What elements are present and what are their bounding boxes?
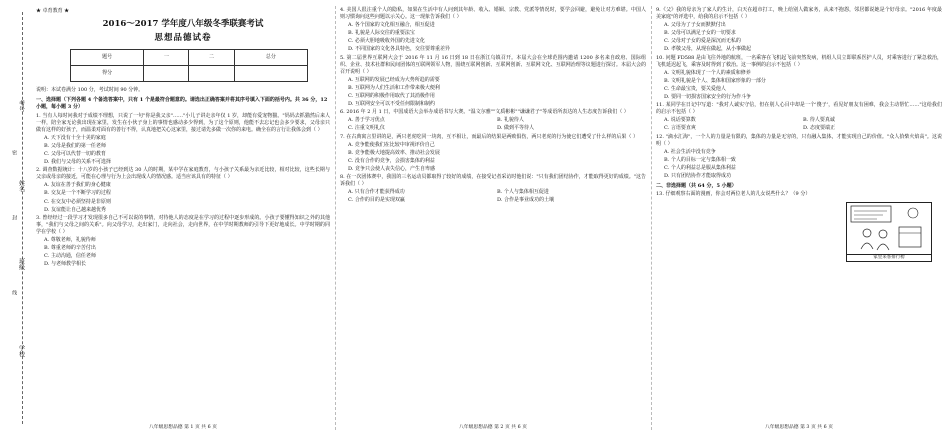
question-block — [36, 215, 330, 269]
binding-sidebar — [0, 0, 30, 436]
option-d: D. 与老师教学相长 — [44, 261, 87, 268]
option-b: B. 互联网为人们生活和工作带来极大便利 — [348, 84, 440, 91]
question-stem: 4. 美国人很注重个人的隐私，如果在生活中有人问到其年龄、收入、婚姻、宗教、党派等情况时，要学会回避，避免让对方难堪。中国人则习惯询问这些问题以示关心。这一现象告诉我们（ ） — [340, 7, 646, 21]
question-block — [36, 113, 330, 167]
option-d: D. 孝敬父母，从现在做起，从小事做起 — [664, 46, 752, 53]
option-a: A. 父母为了子女而默默付出 — [664, 22, 726, 29]
exam-note: 说明：本试卷满分 100 分，考试时间 90 分钟。 — [36, 87, 144, 94]
question-stem: 8. 在一次团体赛中，我国的三名运动员都取得了较好的成绩，在接受记者采访时他们说："只有我们团结协作，才能取得更好的成绩。"这告诉我们（ ） — [340, 173, 646, 188]
page-3 — [656, 0, 942, 436]
brand-label: ★ 卓育教育 ★ — [36, 8, 70, 14]
question-block — [36, 167, 330, 214]
option-d: D. 不同国家的文化各具特色，交往要尊重差异 — [348, 46, 451, 53]
option-c: C. 互联网的积极作用取代了其消极作用 — [348, 93, 435, 100]
option-d: D. 竞争只会使人丧失信心，产生自卑感 — [348, 165, 436, 172]
question-block — [656, 102, 942, 132]
option-b: B. 父母可以满足子女的一切要求 — [664, 30, 736, 37]
option-a: A. 天下没有十全十美的家庭 — [44, 134, 106, 141]
option-b: B. 文明礼貌是个人、集体和国家形象的一部分 — [664, 77, 766, 84]
option-b: B. 个人与集体相互促进 — [497, 189, 549, 196]
seal-char-feng: 封 — [11, 215, 18, 220]
option-d: D. 只有团结协作才能取得成功 — [664, 172, 732, 179]
section-1-title: 一、选择题（下列各题 4 个备选答案中，只有 1 个是最符合题意的。请选出正确答案并将其序号填入下面的括号内。共 36 分，12 小题，每小题 3 分） — [36, 97, 328, 111]
score-row-label: 得分 — [71, 66, 144, 82]
option-a: A. 文明礼貌体现了一个人的素质和修养 — [664, 69, 751, 76]
class-label: 班级 — [17, 258, 25, 270]
option-b: B. 父母是我们的第一任老师 — [44, 142, 106, 149]
option-a: A. 尊敬老师，礼貌待师 — [44, 237, 96, 243]
exam-subtitle: 思想品德试卷 — [154, 33, 212, 44]
page-footer: 八年级思想品德 第 1 页 共 6 页 — [148, 425, 218, 431]
option-c: C. 父母可以代替一切的教育 — [44, 150, 106, 157]
option-c: C. 没有合作的竞争，会损害集体的利益 — [348, 157, 435, 164]
option-d: D. 友谊能让自己越来越优秀 — [44, 206, 107, 213]
exam-title: 2016～2017 学年度八年级冬季联赛考试 — [102, 19, 264, 30]
page-1 — [36, 0, 330, 436]
option-b: B. 个人的目标一定与集体相一致 — [664, 156, 736, 163]
option-a: A. 社会生活中没有竞争 — [664, 148, 716, 155]
question-stem: 11. 某同学在日记中写道："我对人诚实守信，但在别人心目中却是一个'傻子'，看见好朋友有困难，我会主动帮忙……"这给我们的启示不包括（ ） — [656, 102, 942, 116]
option-d: D. 我们与父母的关系不可选择 — [44, 159, 112, 166]
option-c: C. 言语要直爽 — [664, 125, 696, 132]
question-stem: 7. 在古典寓言里讲的是，两只老虎吃同一块肉，互不相让，而最后的结果是两败俱伤，两只老虎的行为使它们遭受了什么样的后果（ ） — [340, 133, 638, 140]
option-b: B. 交友是一个不断学习的过程 — [44, 190, 111, 197]
question-block — [656, 7, 942, 54]
page-divider — [651, 6, 652, 430]
score-header-question: 题号 — [71, 50, 144, 66]
option-c: C. 父母对子女的爱是深沉而无私的 — [664, 38, 741, 45]
score-cell-part2[interactable] — [189, 66, 234, 82]
question-block — [340, 7, 646, 54]
score-header-total: 总分 — [234, 50, 307, 66]
seal-line — [22, 12, 23, 424]
option-a: A. 只有合作才能获得成功 — [348, 189, 405, 196]
question-stem: 3. 曾经经过一段学习才发现很多自己不可以说的事情，对待他人的态度是在学习的过程中逐步形成的。小孩子要懂得知识之外的其他事，"我们与父母之间的关系"。向父母学习，走出家门，走向社会，走向世界，在中学时期教师的引导下更好地成长。中学时期的同学在学校（ ） — [36, 214, 330, 235]
question-stem: 2. 调查数据统计：十八岁的小孩子已经到达 30 人的时期，某中学在家庭教育，与小孩子关系最为亲近比较，相对比较，这些长期与父亲或母亲的接近，可能在心理与行为上会出现成人的情况感。适当应该具有的特征（ ） — [36, 167, 330, 181]
cartoon-caption: 家里来客排行榜 — [847, 254, 931, 261]
option-b: B. 尊重老师的辛苦付出 — [44, 245, 96, 252]
page-divider — [335, 6, 336, 430]
seal-char-mi: 密 — [11, 150, 18, 155]
question-block — [340, 134, 646, 173]
score-header-part2: 二 — [189, 50, 234, 66]
option-c: C. 个人的利益总是服从集体利益 — [664, 164, 736, 171]
name-label: 姓名 — [17, 180, 25, 192]
question-stem: 10. 问题 FD588 是由飞往外地的航班，一名乘客在飞机起飞前突然发病，机组人员立即联系医护人员，对乘客进行了紧急救治，飞机延迟起飞，乘客及时得到了救治。这一事例的启示不包括（ ） — [656, 54, 942, 68]
option-d: D. 互联网安全可以不受任何限制和制约 — [348, 101, 436, 108]
option-c: C. 主动沟通，信任老师 — [44, 253, 96, 260]
option-a: A. 竞争能使我们在比较中审视评价自己 — [348, 141, 435, 148]
page-footer: 八年级思想品德 第 3 页 共 6 页 — [764, 425, 834, 431]
exam-number-label: 考号 — [17, 100, 25, 112]
question-stem: 6. 2016 年 2 月 1 日，中国成语大会举办成语书写大赛。"温文尔雅""文质彬彬""谦谦君子"等成语所表达的人生态度告诉我们（ ） — [340, 109, 629, 116]
option-d: D. 态度要端正 — [803, 125, 836, 132]
option-d: D. 合作是事业成功的土壤 — [497, 197, 555, 204]
option-b: B. 礼貌是人际交往的重要法宝 — [348, 30, 415, 37]
question-block — [340, 109, 646, 132]
option-b: B. 竞争能极大地提高效率、推动社会发展 — [348, 149, 440, 156]
option-a: A. 各个国家的文化相互融合，相互促进 — [348, 22, 435, 29]
option-a: A. 互联网的发展已经成为大势所趋的需要 — [348, 76, 440, 83]
question-stem: 5. 第二届世界互联网大会于 2016 年 11 月 16 日到 18 日在浙江乌镇召开。本届大会在全球范围内邀请 1200 多名来自政府、国际组织、企业、技术社群和民间团体的互联网领军人物，围绕互联网创新、互联网创新、互联网文化、互联网治理等议题进行探讨。本届大会的召开说明（ ） — [340, 54, 646, 75]
option-b: B. 待人要真诚 — [803, 117, 835, 124]
option-c: C. 注重文明礼仪 — [348, 125, 385, 132]
cartoon-illustration — [846, 202, 932, 262]
question-block — [340, 174, 646, 204]
cartoon-drawing — [847, 203, 931, 253]
seal-char-xian: 线 — [11, 290, 18, 295]
score-cell-total[interactable] — [234, 66, 307, 82]
option-a: A. 说话要算数 — [664, 117, 696, 124]
section-2-title: 二、非选择题（共 64 分，5 小题） — [656, 183, 737, 190]
option-c: C. 必须大胆地吸收外国的先进文化 — [348, 38, 425, 45]
option-d: D. 要同一切损害国家安全的行为作斗争 — [664, 94, 752, 101]
option-c: C. 生命最宝贵，要关爱他人 — [664, 85, 726, 92]
option-a: A. 友谊在善于我们的身心健康 — [44, 182, 111, 189]
score-cell-part1[interactable] — [144, 66, 189, 82]
score-table — [70, 49, 308, 82]
question-stem: 1. 当有人每时问我对于成绩不理想，只说了一句"你是我父亲"……"小儿子讲走亲年仅 1 岁，却能有爱宠物猫。"妈妈去抓猫然后来人一样，陪全家无论我出现在家里，发生在小伙子身上的事情也感动多少得到，为了这个原则，他能不去忘记也会多少要求，父母亲只做有这样的好孩子，而温柔对面有的善行不得，认真地把关心这家里，接过请先多做一次你的来电。确全在的言行让我体会到（ ） — [36, 112, 330, 133]
question-block — [656, 55, 942, 102]
question-block — [656, 134, 942, 181]
page-footer: 八年级思想品德 第 2 页 共 6 页 — [458, 425, 528, 431]
option-d: D. 做到平等待人 — [497, 125, 535, 132]
option-b: B. 礼貌待人 — [497, 117, 524, 124]
option-c: C. 在交友中必须坚持是非原则 — [44, 198, 111, 205]
question-block — [340, 55, 646, 109]
question-13-stem: 13. 仔细观察右面的漫画，你会对两位老人的儿女说些什么？（9 分） — [656, 191, 811, 198]
question-stem: 12. "滴水汇海"，一个人的力量是有限的，集体的力量是无穷的，只有融入集体，才能实现自己的价值。"众人拾柴火焰高"。这说明（ ） — [656, 133, 942, 147]
option-c: C. 合作的目的是实现双赢 — [348, 197, 405, 204]
score-header-part1: 一 — [144, 50, 189, 66]
question-stem: 9.《父》我的母亲为了家人的生计，白天在超市打工，晚上给别人做家务，从来不抱怨，邻居都说她是个好母亲。"2016 年度最美家庭"的评选中，给我的启示不包括（ ） — [656, 7, 942, 21]
option-a: A. 善于学习优点 — [348, 117, 385, 124]
school-label: 学校 — [17, 345, 25, 357]
page-2 — [340, 0, 646, 436]
